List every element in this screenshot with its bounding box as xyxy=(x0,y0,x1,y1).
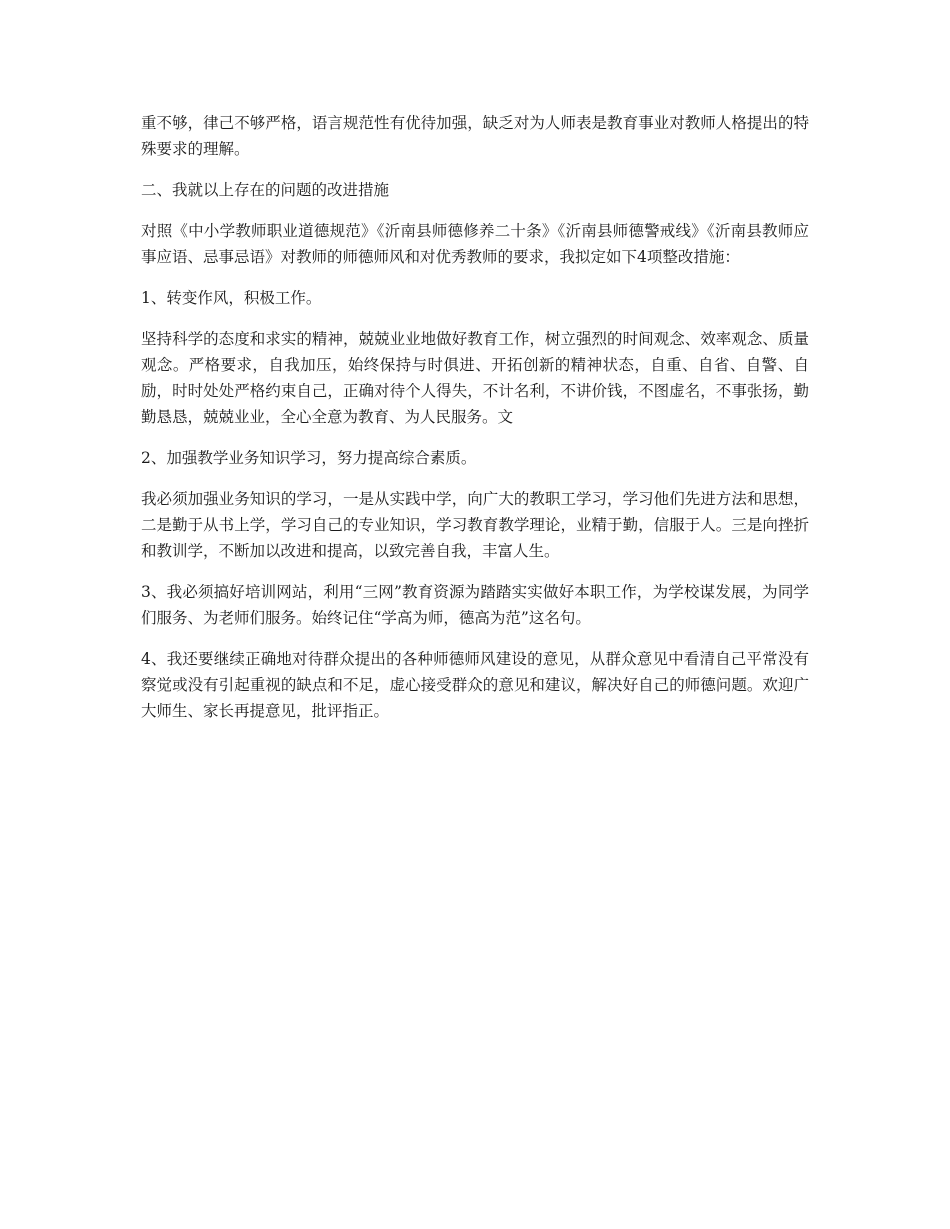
document-body xyxy=(141,110,809,739)
paragraph-continuation: 重不够，律己不够严格，语言规范性有优待加强，缺乏对为人师表是教育事业对教师人格提出的特殊要求的理解。 xyxy=(141,114,809,158)
item-heading-1: 1、转变作风，积极工作。 xyxy=(141,289,322,307)
item-body-1: 坚持科学的态度和求实的精神，兢兢业业地做好教育工作，树立强烈的时间观念、效率观念、质量观念。严格要求，自我加压，始终保持与时俱进、开拓创新的精神状态，自重、自省、自警、自励，时时处处严格约束自己，正确对待个人得失，不计名利，不讲价钱，不图虚名，不事张扬，勤勤恳恳，兢兢业业，全心全意为教育、为人民服务。文 xyxy=(141,330,809,426)
paragraph-intro: 对照《中小学教师职业道德规范》《沂南县师德修养二十条》《沂南县师德警戒线》《沂南县教师应事应语、忌事忌语》对教师的师德师风和对优秀教师的要求，我拟定如下4项整改措施： xyxy=(141,222,809,266)
item-body-2: 我必须加强业务知识的学习，一是从实践中学，向广大的教职工学习，学习他们先进方法和思想，二是勤于从书上学，学习自己的专业知识，学习教育教学理论，业精于勤，信服于人。三是向挫折和教训学，不断加以改进和提高，以致完善自我，丰富人生。 xyxy=(141,490,809,560)
item-4: 4、我还要继续正确地对待群众提出的各种师德师风建设的意见，从群众意见中看清自己平常没有察觉或没有引起重视的缺点和不足，虚心接受群众的意见和建议，解决好自己的师德问题。欢迎广大师生、家长再提意见，批评指正。 xyxy=(141,650,809,720)
section-heading-improvements: 二、我就以上存在的问题的改进措施 xyxy=(141,181,390,199)
item-heading-2: 2、加强教学业务知识学习，努力提高综合素质。 xyxy=(141,449,477,467)
item-3: 3、我必须搞好培训网站，利用“三网”教育资源为踏踏实实做好本职工作，为学校谋发展，为同学们服务、为老师们服务。始终记住“学高为师，德高为范”这名句。 xyxy=(141,583,809,627)
